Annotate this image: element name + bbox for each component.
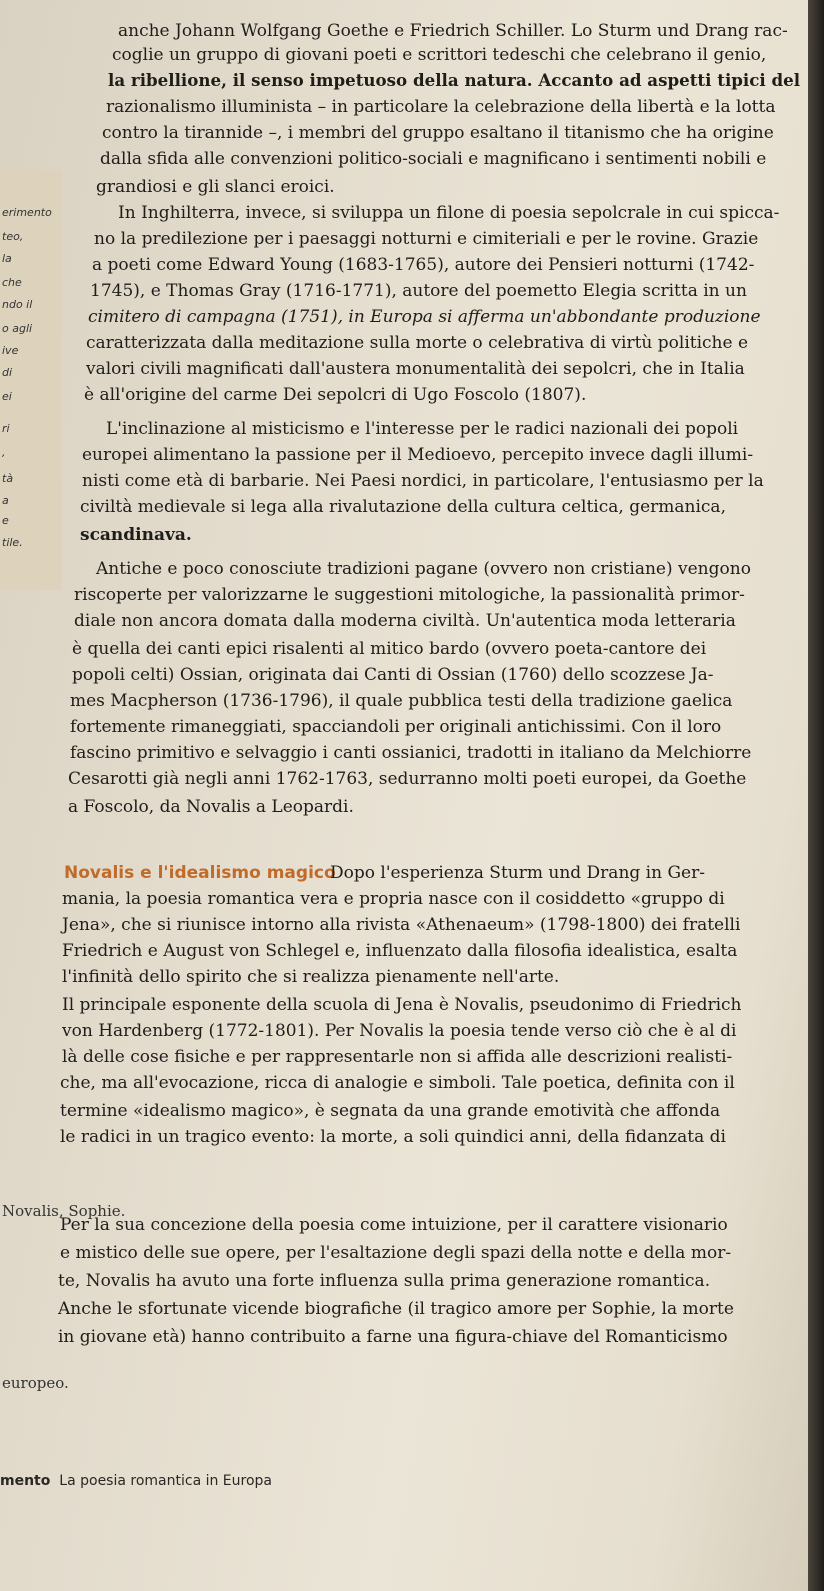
margin-note: e (2, 514, 9, 527)
text-line: diale non ancora domata dalla moderna civiltà. Un'autentica moda letteraria (74, 611, 736, 631)
margin-note: Novalis, Sophie. (2, 1202, 126, 1220)
text-line: von Hardenberg (1772-1801). Per Novalis la poesia tende verso ciò che è al di (62, 1021, 737, 1041)
text-line: civiltà medievale si lega alla rivalutazione della cultura celtica, germanica, (80, 497, 726, 517)
margin-note: europeo. (2, 1374, 69, 1392)
section-heading: Novalis e l'idealismo magico (64, 863, 336, 883)
margin-note: ive (2, 344, 19, 357)
text-line: è all'origine del carme Dei sepolcri di Ugo Foscolo (1807). (84, 385, 587, 405)
margin-note: che (2, 276, 22, 289)
text-line: Anche le sfortunate vicende biografiche (il tragico amore per Sophie, la morte (58, 1299, 734, 1319)
text-line: mania, la poesia romantica vera e propria nasce con il cosiddetto «gruppo di (62, 889, 725, 909)
margin-note: tà (2, 472, 14, 485)
margin-note: teo, (2, 230, 24, 243)
text-line: no la predilezione per i paesaggi notturni e cimiteriali e per le rovine. Grazie (94, 229, 759, 249)
text-line: Dopo l'esperienza Sturm und Drang in Ger- (330, 863, 705, 883)
text-line: scandinava. (80, 525, 192, 545)
text-line: nisti come età di barbarie. Nei Paesi nordici, in particolare, l'entusiasmo per la (82, 471, 764, 491)
text-line: L'inclinazione al misticismo e l'interesse per le radici nazionali dei popoli (106, 419, 739, 439)
text-line: e mistico delle sue opere, per l'esaltazione degli spazi della notte e della mor- (60, 1243, 732, 1263)
margin-note: o agli (2, 322, 33, 335)
text-line: razionalismo illuminista – in particolare la celebrazione della libertà e la lotta (106, 97, 776, 117)
text-line: riscoperte per valorizzarne le suggestioni mitologiche, la passionalità primor- (74, 585, 745, 605)
text-line: 1745), e Thomas Gray (1716-1771), autore del poemetto Elegia scritta in un (90, 281, 747, 301)
text-line: la ribellione, il senso impetuoso della natura. Accanto ad aspetti tipici del (108, 71, 801, 91)
text-line: l'infinità dello spirito che si realizza pienamente nell'arte. (62, 967, 560, 987)
text-line: valori civili magnificati dall'austera monumentalità dei sepolcri, che in Italia (86, 359, 745, 379)
text-line: caratterizzata dalla meditazione sulla morte o celebrativa di virtù politiche e (86, 333, 749, 353)
text-line: Il principale esponente della scuola di Jena è Novalis, pseudonimo di Friedrich (62, 995, 742, 1015)
text-line: In Inghilterra, invece, si sviluppa un filone di poesia sepolcrale in cui spicca- (118, 203, 780, 223)
text-line: popoli celti) Ossian, originata dai Canti di Ossian (1760) dello scozzese Ja- (72, 665, 714, 685)
margin-note: , (2, 446, 6, 459)
margin-note: di (2, 366, 13, 379)
text-line: mes Macpherson (1736-1796), il quale pubblica testi della tradizione gaelica (70, 691, 733, 711)
text-line: a poeti come Edward Young (1683-1765), autore dei Pensieri notturni (1742- (92, 255, 755, 275)
text-line: Jena», che si riunisce intorno alla rivista «Athenaeum» (1798-1800) dei fratelli (62, 915, 741, 935)
text-line: Per la sua concezione della poesia come intuizione, per il carattere visionario (60, 1215, 728, 1235)
text-line: le radici in un tragico evento: la morte, a soli quindici anni, della fidanzata di (60, 1127, 726, 1147)
text-line: cimitero di campagna (1751), in Europa si afferma un'abbondante produzione (88, 307, 761, 327)
text-line: anche Johann Wolfgang Goethe e Friedrich Schiller. Lo Sturm und Drang rac- (118, 21, 788, 41)
margin-note: la (2, 252, 12, 265)
text-line: dalla sfida alle convenzioni politico-sociali e magnificano i sentimenti nobili e (100, 149, 767, 169)
text-line: termine «idealismo magico», è segnata da una grande emotività che affonda (60, 1101, 721, 1121)
footer-title: La poesia romantica in Europa (59, 1473, 273, 1489)
text-line: grandiosi e gli slanci eroici. (96, 177, 335, 197)
text-line: Friedrich e August von Schlegel e, influenzato dalla filosofia idealistica, esalta (62, 941, 738, 961)
margin-note: ei (2, 390, 12, 403)
text-line: te, Novalis ha avuto una forte influenza sulla prima generazione romantica. (58, 1271, 711, 1291)
page-edge (808, 0, 824, 1591)
margin-note: erimento (2, 206, 52, 219)
text-line: a Foscolo, da Novalis a Leopardi. (68, 797, 354, 817)
text-line: contro la tirannide –, i membri del gruppo esaltano il titanismo che ha origine (102, 123, 774, 143)
margin-note: tile. (2, 536, 23, 549)
text-line: che, ma all'evocazione, ricca di analogie e simboli. Tale poetica, definita con il (60, 1073, 735, 1093)
text-line: Antiche e poco conosciute tradizioni pagane (ovvero non cristiane) vengono (96, 559, 751, 579)
text-line: là delle cose fisiche e per rappresentarle non si affida alle descrizioni realisti- (62, 1047, 733, 1067)
text-line: in giovane età) hanno contribuito a farne una figura-chiave del Romanticismo (58, 1327, 728, 1347)
text-line: è quella dei canti epici risalenti al mitico bardo (ovvero poeta-cantore dei (72, 639, 707, 659)
text-line: fascino primitivo e selvaggio i canti ossianici, tradotti in italiano da Melchiorre (70, 743, 752, 763)
text-line: europei alimentano la passione per il Medioevo, percepito invece dagli illumi- (82, 445, 754, 465)
margin-note: a (2, 494, 9, 507)
text-line: fortemente rimaneggiati, spacciandoli per originali antichissimi. Con il loro (70, 717, 722, 737)
text-line: coglie un gruppo di giovani poeti e scrittori tedeschi che celebrano il genio, (112, 45, 767, 65)
text-line: Cesarotti già negli anni 1762-1763, sedurranno molti poeti europei, da Goethe (68, 769, 747, 789)
margin-note: ndo il (2, 298, 33, 311)
margin-note: ri (2, 422, 10, 435)
footer-tag: mento (0, 1473, 51, 1489)
page-footer (0, 1473, 272, 1489)
